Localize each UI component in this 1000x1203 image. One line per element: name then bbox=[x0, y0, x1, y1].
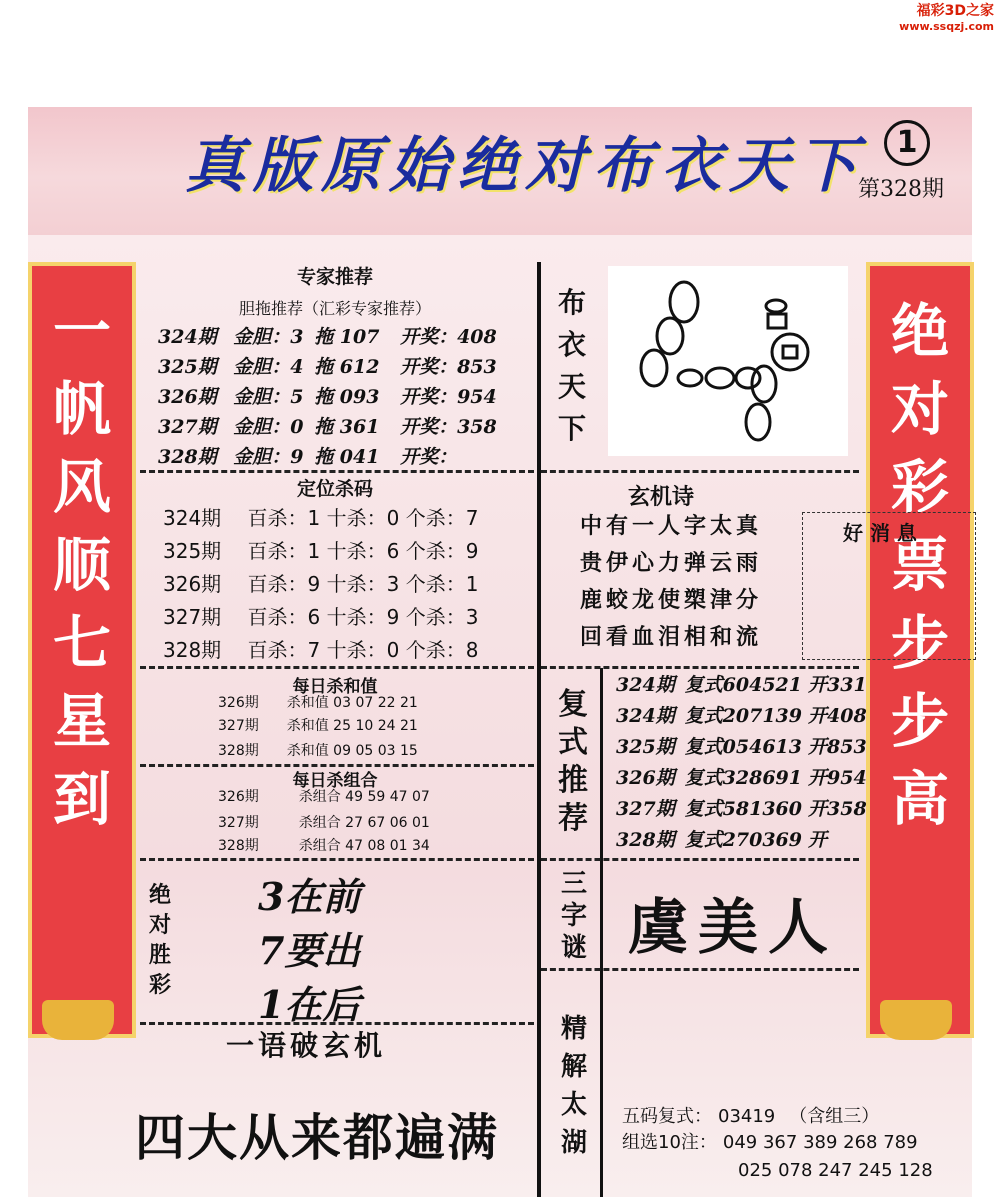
buyi-label bbox=[552, 282, 592, 450]
gold-pot-icon bbox=[880, 1000, 952, 1040]
kill-sum-title: 每日杀和值 bbox=[292, 677, 378, 697]
label-char: 湖 bbox=[560, 1128, 587, 1158]
tuo-code: 拖 041 bbox=[314, 446, 380, 468]
units-kill: 个杀：1 bbox=[405, 572, 479, 596]
period: 328期 bbox=[163, 638, 222, 662]
prediction-line: 7要出 bbox=[258, 928, 361, 973]
compound-label bbox=[552, 686, 594, 838]
group-select-value: 025 078 247 245 128 bbox=[738, 1160, 933, 1181]
couplet-char: 票 bbox=[890, 531, 949, 599]
label-char: 式 bbox=[558, 725, 588, 760]
couplet-char: 高 bbox=[890, 765, 949, 833]
draw-result: 开954 bbox=[808, 767, 867, 789]
vertical-divider bbox=[537, 262, 541, 1197]
compound-row bbox=[616, 732, 867, 759]
compound-code: 复式270369 bbox=[684, 829, 802, 851]
units-kill: 个杀：8 bbox=[405, 638, 479, 662]
period: 327期 bbox=[616, 798, 675, 820]
kill-combo-title: 每日杀组合 bbox=[292, 771, 378, 791]
period: 327期 bbox=[163, 605, 222, 629]
compound-code: 复式054613 bbox=[684, 736, 802, 758]
label-char: 三 bbox=[560, 869, 587, 899]
position-kill-title: 定位杀码 bbox=[296, 478, 373, 500]
golden-dan: 金胆：3 bbox=[233, 326, 304, 348]
section-divider bbox=[541, 470, 859, 473]
units-kill: 个杀：7 bbox=[405, 506, 479, 530]
tuo-code: 拖 093 bbox=[314, 386, 380, 408]
period: 325期 bbox=[163, 539, 222, 563]
expert-row bbox=[158, 412, 497, 439]
gold-pot-icon bbox=[42, 1000, 114, 1040]
vertical-divider bbox=[600, 668, 603, 1197]
five-code-note: （含组三） bbox=[789, 1106, 880, 1127]
period: 326期 bbox=[218, 789, 259, 805]
prediction-line: 1在后 bbox=[258, 982, 361, 1027]
compound-row bbox=[616, 794, 867, 821]
compound-row bbox=[616, 763, 867, 790]
period: 324期 bbox=[163, 506, 222, 530]
label-char: 胜 bbox=[148, 942, 171, 968]
period: 326期 bbox=[158, 386, 217, 408]
kill-combo-row bbox=[218, 786, 430, 806]
label-char: 复 bbox=[558, 687, 588, 722]
label-char: 衣 bbox=[557, 328, 586, 361]
couplet-char: 星 bbox=[52, 687, 111, 755]
kill-combo-value: 杀组合 27 67 06 01 bbox=[298, 815, 430, 831]
couplet-char: 绝 bbox=[890, 297, 949, 365]
section-divider bbox=[140, 470, 534, 473]
couplet-char: 到 bbox=[52, 765, 111, 833]
poem-line: 中有一人字太真 bbox=[580, 513, 763, 539]
couplet-char: 彩 bbox=[890, 453, 949, 521]
section-divider bbox=[140, 666, 534, 669]
position-kill-row bbox=[163, 568, 478, 597]
brand-url: www.ssqzj.com bbox=[899, 20, 994, 33]
proverb-title: 一语破玄机 bbox=[226, 1029, 387, 1062]
group-select-line bbox=[622, 1128, 918, 1154]
tuo-code: 拖 361 bbox=[314, 416, 380, 438]
period: 328期 bbox=[218, 743, 259, 759]
couplet-char: 一 bbox=[52, 297, 111, 365]
period: 327期 bbox=[218, 718, 259, 734]
section-divider bbox=[541, 968, 859, 971]
compound-row bbox=[616, 670, 867, 697]
riddle-label bbox=[554, 868, 594, 964]
poem-line: 贵伊心力弹云雨 bbox=[580, 550, 763, 576]
period: 326期 bbox=[218, 695, 259, 711]
label-char: 彩 bbox=[148, 972, 171, 998]
section-divider bbox=[541, 666, 859, 669]
golden-dan: 金胆：9 bbox=[233, 446, 304, 468]
tuo-code: 拖 612 bbox=[314, 356, 380, 378]
kill-sum-value: 杀和值 09 05 03 15 bbox=[286, 743, 418, 759]
kill-combo-row bbox=[218, 835, 430, 855]
tens-kill: 十杀：3 bbox=[326, 572, 400, 596]
compound-code: 复式581360 bbox=[684, 798, 802, 820]
period: 324期 bbox=[158, 326, 217, 348]
label-char: 谜 bbox=[560, 933, 587, 963]
period: 328期 bbox=[616, 829, 675, 851]
draw-result: 开奖：408 bbox=[400, 326, 497, 348]
tuo-code: 拖 107 bbox=[314, 326, 380, 348]
expert-row bbox=[158, 382, 497, 409]
draw-result: 开331 bbox=[808, 674, 867, 696]
period: 324期 bbox=[616, 674, 675, 696]
label-char: 解 bbox=[560, 1052, 587, 1082]
mystic-title: 玄机诗 bbox=[627, 485, 694, 510]
units-kill: 个杀：9 bbox=[405, 539, 479, 563]
page-title: 真版原始绝对布衣天下 bbox=[185, 131, 865, 201]
couplet-char: 七 bbox=[52, 609, 111, 677]
compound-code: 复式328691 bbox=[684, 767, 802, 789]
golden-dan: 金胆：0 bbox=[233, 416, 304, 438]
absolute-win-label bbox=[140, 880, 180, 1000]
draw-result: 开奖：853 bbox=[400, 356, 497, 378]
hundreds-kill: 百杀：6 bbox=[247, 605, 321, 629]
good-news-box bbox=[802, 512, 976, 660]
edition-badge: 1 bbox=[884, 120, 930, 166]
jingjie-label bbox=[554, 1010, 594, 1162]
couplet-char: 顺 bbox=[52, 531, 111, 599]
label-char: 荐 bbox=[558, 801, 588, 836]
golden-dan: 金胆：5 bbox=[233, 386, 304, 408]
brand-name: 福彩3D之家 bbox=[916, 3, 994, 19]
period: 325期 bbox=[616, 736, 675, 758]
label-char: 字 bbox=[560, 901, 587, 931]
section-divider bbox=[140, 858, 534, 861]
draw-result: 开奖： bbox=[400, 446, 458, 468]
label-char: 推 bbox=[558, 763, 588, 798]
hundreds-kill: 百杀：1 bbox=[247, 539, 321, 563]
section-divider bbox=[541, 858, 859, 861]
five-code-value: 03419 bbox=[718, 1106, 776, 1127]
kill-sum-row bbox=[218, 715, 418, 735]
poem-line: 回看血泪相和流 bbox=[580, 624, 763, 650]
label-char: 布 bbox=[557, 286, 586, 319]
position-kill-row bbox=[163, 535, 478, 564]
position-kill-row bbox=[163, 601, 478, 630]
label-char: 对 bbox=[148, 912, 171, 938]
period: 326期 bbox=[616, 767, 675, 789]
draw-result: 开358 bbox=[808, 798, 867, 820]
label-char: 天 bbox=[557, 370, 586, 403]
group-select-line bbox=[738, 1160, 933, 1181]
tens-kill: 十杀：9 bbox=[326, 605, 400, 629]
couplet-char: 步 bbox=[890, 687, 949, 755]
period: 328期 bbox=[158, 446, 217, 468]
expert-subtitle: 胆拖推荐（汇彩专家推荐） bbox=[238, 299, 431, 318]
tens-kill: 十杀：0 bbox=[326, 638, 400, 662]
kill-combo-value: 杀组合 49 59 47 07 bbox=[298, 789, 430, 805]
label-char: 太 bbox=[560, 1090, 587, 1120]
couplet-char: 帆 bbox=[52, 375, 111, 443]
hundreds-kill: 百杀：9 bbox=[247, 572, 321, 596]
kill-sum-value: 杀和值 03 07 22 21 bbox=[286, 695, 418, 711]
draw-result: 开奖：954 bbox=[400, 386, 497, 408]
hint-drawing bbox=[608, 266, 848, 456]
position-kill-row bbox=[163, 634, 478, 663]
hundreds-kill: 百杀：7 bbox=[247, 638, 321, 662]
compound-code: 复式604521 bbox=[684, 674, 802, 696]
kill-combo-row bbox=[218, 812, 430, 832]
draw-result: 开 bbox=[808, 829, 828, 851]
expert-row bbox=[158, 352, 497, 379]
absolute-win-lines bbox=[258, 870, 360, 1032]
group-select-value: 049 367 389 268 789 bbox=[722, 1132, 918, 1153]
units-kill: 个杀：3 bbox=[405, 605, 479, 629]
issue-number: 第328期 bbox=[858, 177, 944, 202]
mystic-poem bbox=[580, 508, 762, 656]
hundreds-kill: 百杀：1 bbox=[247, 506, 321, 530]
kill-sum-row bbox=[218, 740, 418, 760]
kill-sum-row bbox=[218, 692, 418, 712]
position-kill-row bbox=[163, 502, 478, 531]
compound-row bbox=[616, 825, 827, 852]
left-couplet bbox=[28, 262, 136, 1038]
period: 326期 bbox=[163, 572, 222, 596]
expert-row bbox=[158, 322, 497, 349]
five-code-line bbox=[622, 1102, 879, 1128]
kill-sum-value: 杀和值 25 10 24 21 bbox=[286, 718, 418, 734]
label-char: 下 bbox=[557, 412, 586, 445]
couplet-char: 对 bbox=[890, 375, 949, 443]
period: 327期 bbox=[158, 416, 217, 438]
golden-dan: 金胆：4 bbox=[233, 356, 304, 378]
site-brand bbox=[899, 4, 994, 34]
period: 324期 bbox=[616, 705, 675, 727]
period: 327期 bbox=[218, 815, 259, 831]
expert-title: 专家推荐 bbox=[296, 266, 373, 288]
couplet-char: 步 bbox=[890, 609, 949, 677]
compound-row bbox=[616, 701, 867, 728]
five-code-label: 五码复式： bbox=[622, 1106, 712, 1127]
draw-result: 开奖：358 bbox=[400, 416, 497, 438]
hint-drawing-icon bbox=[608, 266, 848, 456]
group-select-label: 组选10注： bbox=[622, 1132, 717, 1153]
period: 325期 bbox=[158, 356, 217, 378]
tens-kill: 十杀：6 bbox=[326, 539, 400, 563]
expert-row bbox=[158, 442, 457, 469]
label-char: 精 bbox=[560, 1014, 587, 1044]
label-char: 绝 bbox=[148, 882, 171, 908]
good-news-label: 好 消 息 bbox=[843, 521, 917, 545]
compound-code: 复式207139 bbox=[684, 705, 802, 727]
period: 328期 bbox=[218, 838, 259, 854]
tens-kill: 十杀：0 bbox=[326, 506, 400, 530]
proverb-text: 四大从来都遍满 bbox=[135, 1108, 499, 1167]
riddle-answer: 虞美人 bbox=[628, 893, 838, 963]
draw-result: 开408 bbox=[808, 705, 867, 727]
prediction-line: 3在前 bbox=[258, 874, 361, 919]
draw-result: 开853 bbox=[808, 736, 867, 758]
poem-line: 鹿蛟龙使槊津分 bbox=[580, 587, 763, 613]
couplet-char: 风 bbox=[52, 453, 111, 521]
kill-combo-value: 杀组合 47 08 01 34 bbox=[298, 838, 430, 854]
